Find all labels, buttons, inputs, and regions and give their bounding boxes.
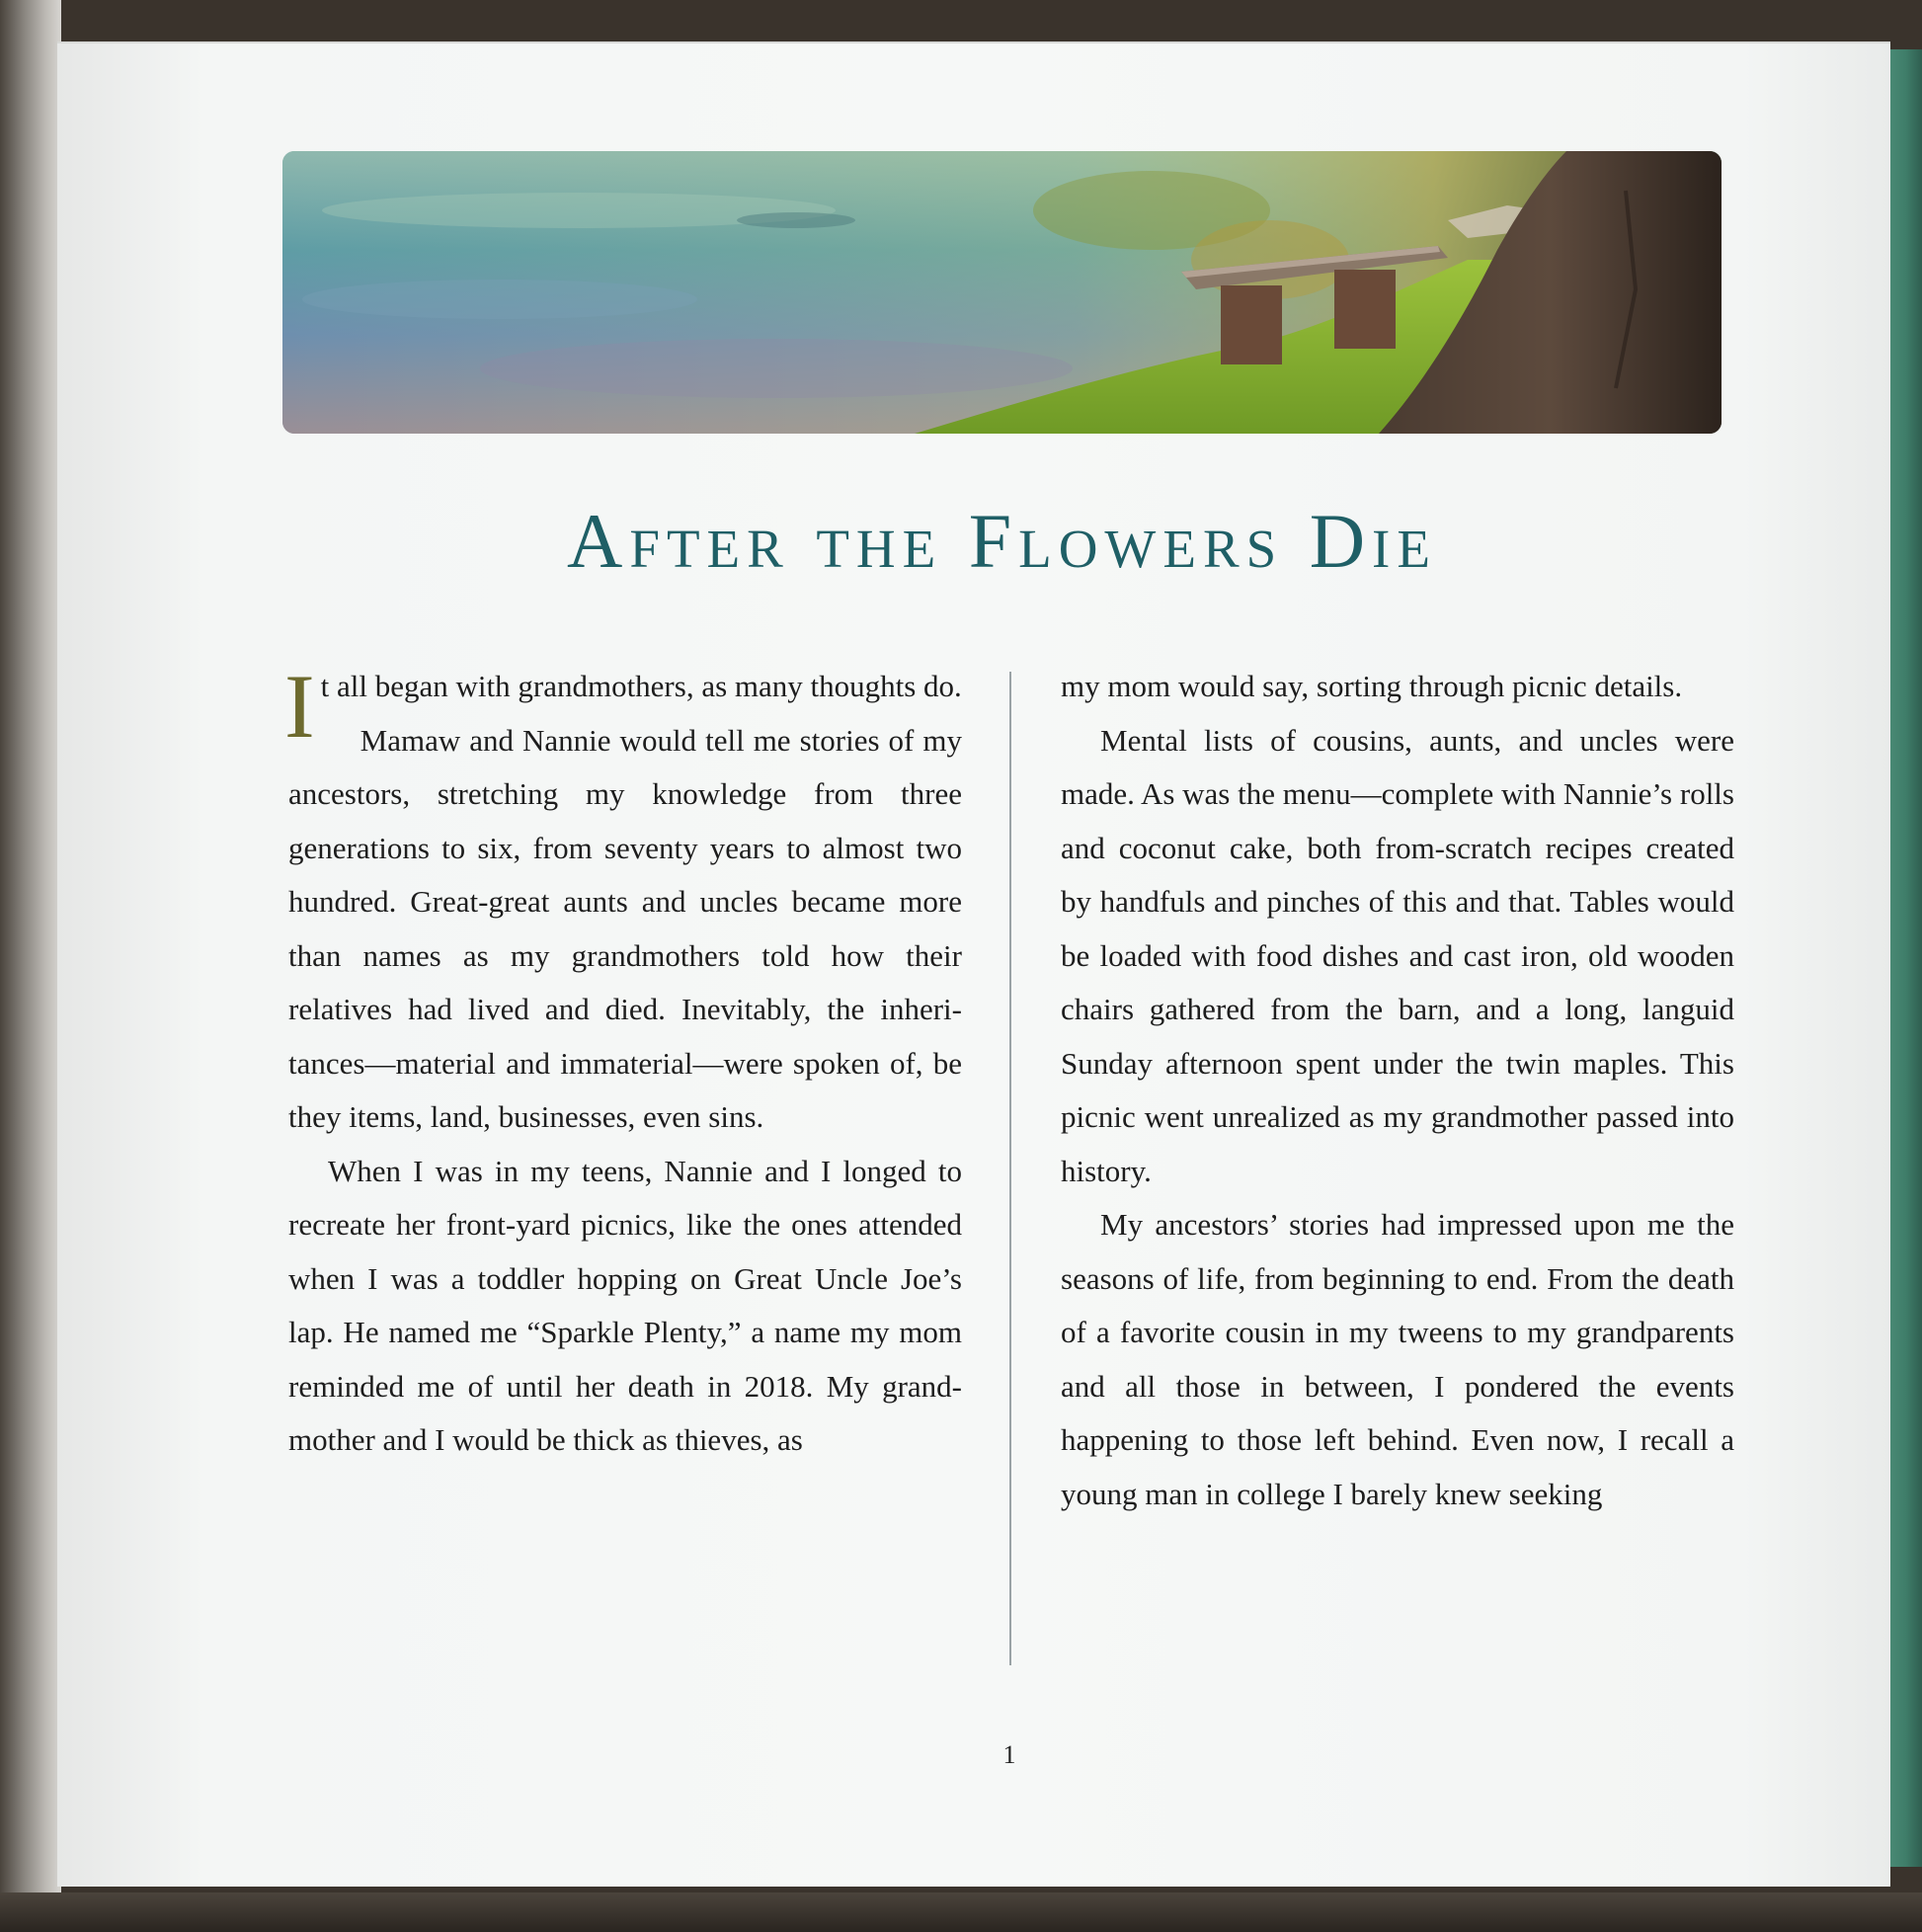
paragraph-text: t all began with grandmothers, as many thoughts do. [320,669,962,703]
paragraph: my mom would say, sorting through picnic details. [1061,669,1683,703]
lakeside-bench-photo [282,151,1722,434]
paragraph: Mamaw and Nannie would tell me stories of my ancestors, stretching my knowledge from three generations to six, from seventy years to almost two hundred. Great-great aunts and uncles became more than names as my grandmothers told how their relatives had lived and died. Inevitably, the inheritances—material and immaterial—were spoken of, be they items, land, businesses, even sins. [288,722,962,1134]
drop-cap: I [284,656,315,757]
left-text-column [284,656,962,1468]
book-spine-edge [0,0,61,1932]
paragraph [284,656,962,757]
paragraph: My ancestors’ stories had impressed upon me the seasons of life, from beginning to end. From the death of a favorite cousin in my tweens to my grandparents and all those in between, I pondered the events happening to those left behind. Even now, I recall a young man in college I barely knew seeking [1061,1207,1734,1511]
book-bottom-edge [0,1892,1922,1932]
page-number: 1 [1002,1740,1016,1769]
page-title: After the Flowers Die [567,498,1437,584]
paragraph: When I was in my teens, Nannie and I longed to recreate her front-yard picnics, like the ones attended when I was a toddler hopping on Great Uncle Joe’s lap. He named me “Sparkle Plenty,” a name my mom reminded me of until her death in 2018. My grandmother and I would be thick as thieves, as [288,1153,962,1457]
right-text-column [1061,660,1734,1521]
column-divider [1009,672,1011,1665]
paragraph: Mental lists of cousins, aunts, and uncles were made. As was the menu—complete with Nannie’s rolls and coconut cake, both from-scratch recipes created by handfuls and pinches of this and that. Tables would be loaded with food dishes and cast iron, old wooden chairs gathered from the barn, and a long, languid Sunday afternoon spent under the twin maples. This picnic went unrealized as my grandmother passed into history. [1061,722,1734,1188]
